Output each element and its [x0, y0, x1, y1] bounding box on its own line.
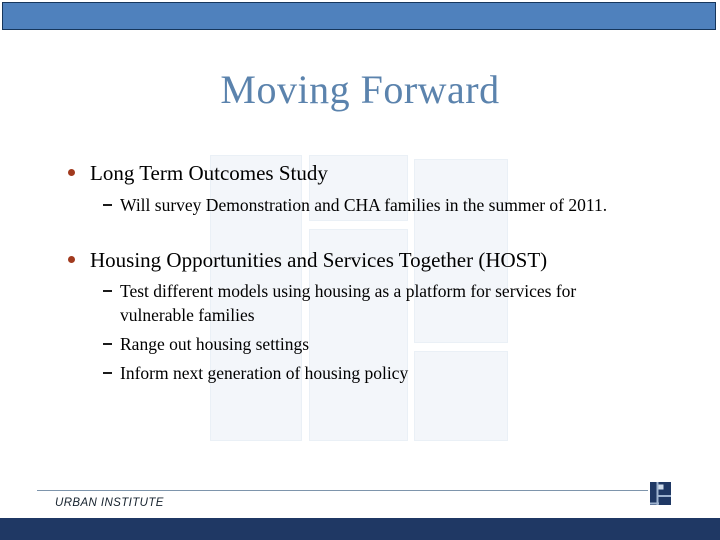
urban-institute-logo-icon — [650, 482, 671, 505]
sub-bullet-group — [103, 193, 648, 222]
dash-bullet-icon — [103, 372, 112, 374]
bullet-dot-icon — [68, 256, 75, 263]
sub-bullet-text: Test different models using housing as a platform for services for vulnerable families — [120, 281, 577, 325]
dash-bullet-icon — [103, 343, 112, 345]
sub-bullet-item — [103, 279, 648, 327]
sub-bullet-group — [103, 279, 648, 390]
dash-bullet-icon — [103, 290, 112, 292]
top-bar-decoration — [2, 2, 716, 30]
bottom-bar-decoration — [0, 518, 720, 540]
sub-bullet-item — [103, 193, 648, 217]
sub-bullet-text: Range out housing settings — [120, 334, 310, 354]
sub-bullet-text: Inform next generation of housing policy — [120, 363, 409, 383]
sub-bullet-item — [103, 361, 648, 385]
sub-bullet-item — [103, 332, 648, 356]
bullet-item — [68, 247, 668, 273]
sub-bullet-text: Will survey Demonstration and CHA families in the summer of 2011. — [120, 195, 608, 215]
footer-organization-label: URBAN INSTITUTE — [55, 497, 164, 509]
slide-title: Moving Forward — [220, 67, 500, 112]
bullet-item — [68, 160, 668, 186]
bullet-label: Long Term Outcomes Study — [90, 161, 328, 185]
footer-divider — [37, 490, 648, 491]
dash-bullet-icon — [103, 204, 112, 206]
bullet-dot-icon — [68, 169, 75, 176]
bullet-label: Housing Opportunities and Services Together (HOST) — [90, 248, 548, 272]
